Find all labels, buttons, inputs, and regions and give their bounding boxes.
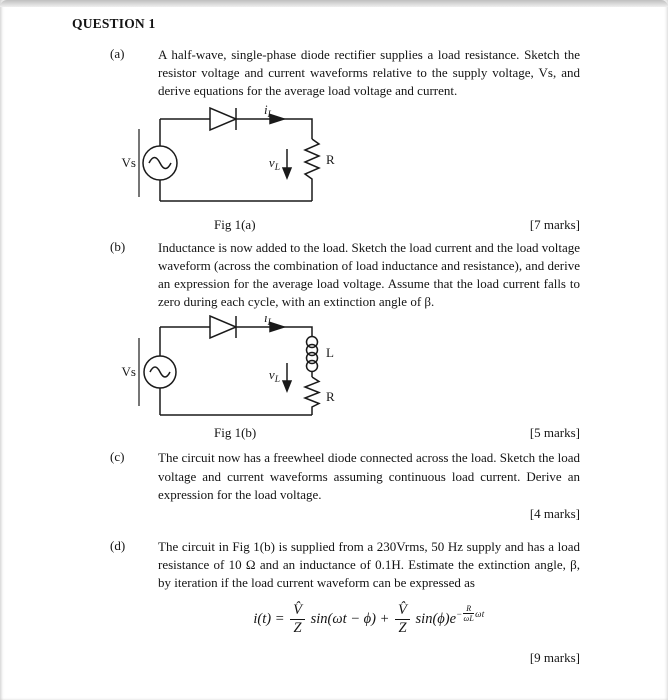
resistor-label: R [326,151,335,167]
part-a-text: A half-wave, single-phase diode rectifier supplies a load resistance. Sketch the resistor voltage and current waveforms relative to the supply voltage, Vs, and derive equations for the average load voltage and current. [158,47,580,99]
equation-exponent: − R ωL ωt [456,603,485,623]
question-content [72,16,580,666]
fraction-v-over-z: $\frac{V̂}{Z}$ [290,603,305,636]
diode-icon [210,108,236,130]
part-c-text: The circuit now has a freewheel diode connected across the load. Sketch the load voltage and current waveforms assuming continuous load current. Derive an expression for the load voltage. [158,450,580,502]
resistor-icon [305,139,319,201]
circuit-diagram-fig-1b [120,315,350,423]
figure-1b [120,315,580,423]
inductor-label: L [326,345,334,361]
part-c-label: (c) [110,449,125,465]
load-current-equation [158,603,580,636]
inductor-icon [307,337,318,372]
figure-1b-row [214,425,580,441]
circuit-diagram-fig-1a [120,105,350,215]
resistor-label: R [326,389,335,405]
resistor-icon [305,377,319,415]
load-voltage-label: $v_L$ [268,367,280,386]
voltage-source-icon [139,338,176,406]
part-b-marks: [5 marks] [529,425,580,441]
load-voltage-label: $v_L$ [268,154,280,173]
figure-1a-caption: Fig 1(a) [214,216,256,232]
diode-icon [210,316,236,338]
wire [160,327,312,415]
voltage-source-icon [139,129,177,197]
part-d [72,538,580,593]
source-voltage-label: Vs [121,154,136,170]
load-current-label: $i_L$ [264,104,273,120]
question-title: QUESTION 1 [72,16,156,31]
wire [160,119,312,201]
part-b-text: Inductance is now added to the load. Sketch the load current and the load voltage waveform (across the combination of load inductance and resistance), and derive an expression for the average load voltage. Assume that the load current falls to zero during each cycle, with an extinction angle of β. [158,239,580,310]
part-c-marks: [4 marks] [529,506,580,522]
load-voltage-arrow-icon [283,149,291,178]
fraction-r-over-wl: $\frac{R}{\omega L}$ [463,603,475,623]
equation-term-2: sin(ϕ)e [415,610,457,627]
load-current-label: $i_L$ [264,315,273,329]
figure-1b-caption: Fig 1(b) [214,425,257,441]
part-a [72,46,580,101]
part-b-label: (b) [110,238,126,254]
part-d-marks: [9 marks] [529,650,580,666]
load-voltage-arrow-icon [283,363,291,391]
scan-edge-artifact [0,0,668,7]
figure-1a-row [214,217,580,233]
part-b [72,239,580,312]
part-a-marks: [7 marks] [529,216,580,232]
equation-lhs: i(t) = [253,610,285,627]
part-d-label: (d) [110,538,126,554]
equation-term-1: sin(ωt − ϕ) + [310,610,390,627]
figure-1a [120,105,580,215]
part-c [72,449,580,504]
part-a-label: (a) [110,46,125,61]
fraction-v-over-z: $\frac{V̂}{Z}$ [395,603,410,636]
source-voltage-label: Vs [121,364,136,380]
part-d-text: The circuit in Fig 1(b) is supplied from a 230Vrms, 50 Hz supply and has a load resistance of 10 Ω and an inductance of 0.1H. Estimate the extinction angle, β, by iteration if the load current waveform can be expressed as [158,539,580,591]
